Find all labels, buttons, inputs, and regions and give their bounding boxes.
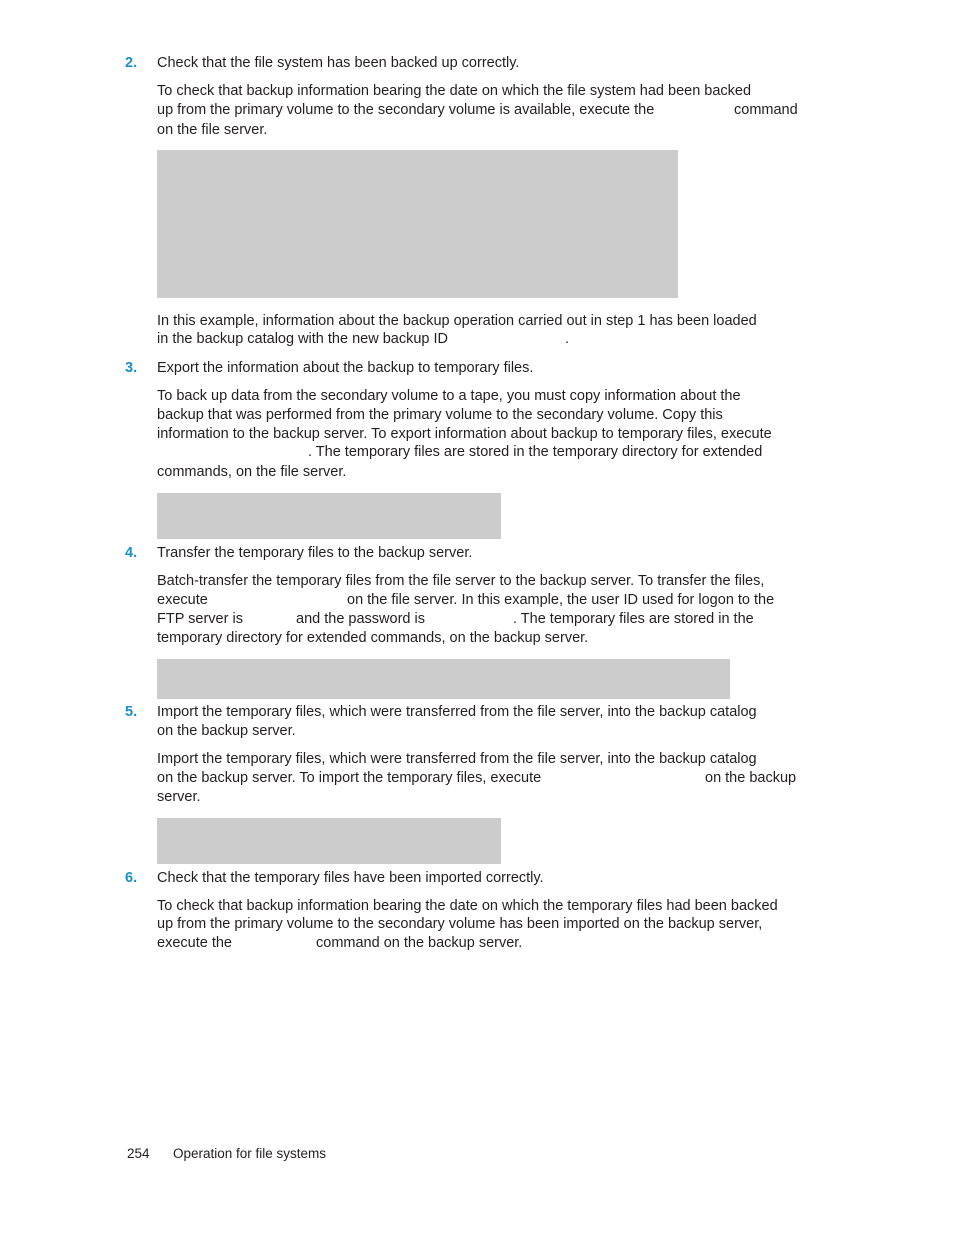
code-block — [157, 150, 678, 298]
text-run: execute — [157, 592, 208, 608]
text-run: on the backup — [705, 770, 797, 786]
paragraph-line: In this example, information about the backup operation carried out in step 1 has been loaded — [157, 313, 757, 329]
paragraph-line: backup that was performed from the primary volume to the secondary volume. Copy this — [157, 407, 723, 423]
paragraph-line: in the backup catalog with the new backup ID — [157, 331, 448, 347]
text-run: command — [734, 102, 798, 118]
step-number: 5. — [125, 704, 138, 720]
text-run: on the file server. In this example, the user ID used for logon to the — [347, 592, 775, 608]
step-title: Export the information about the backup to temporary files. — [157, 360, 534, 376]
code-block — [157, 493, 501, 539]
paragraph-line: To check that backup information bearing the date on which the temporary files had been backed — [157, 898, 778, 914]
text-run: on the backup server. To import the temporary files, execute — [157, 770, 542, 786]
paragraph-line — [157, 101, 654, 120]
text-run: . — [565, 331, 570, 347]
code-block — [157, 659, 730, 699]
text-run: . The temporary files are stored in the — [513, 611, 754, 627]
step-number: 3. — [125, 360, 138, 376]
text-run: FTP server is — [157, 611, 243, 627]
paragraph-line: server. — [157, 789, 201, 805]
step-title: Transfer the temporary files to the backup server. — [157, 545, 473, 561]
footer-section-title: Operation for file systems — [173, 1146, 327, 1161]
step-title: Check that the file system has been backed up correctly. — [157, 55, 520, 71]
text-run: up from the primary volume to the secondary volume is available, execute the — [157, 102, 655, 118]
paragraph-line: up from the primary volume to the secondary volume has been imported on the backup server, — [157, 916, 763, 932]
text-run: command on the backup server. — [316, 935, 523, 951]
paragraph-line: Batch-transfer the temporary files from the file server to the backup server. To transfer the files, — [157, 573, 765, 589]
step-number: 6. — [125, 870, 138, 886]
paragraph-line: on the file server. — [157, 122, 268, 138]
code-block — [157, 818, 501, 864]
step-title: on the backup server. — [157, 723, 296, 739]
step-title: Import the temporary files, which were transferred from the file server, into the backup catalog — [157, 704, 757, 720]
text-run: . The temporary files are stored in the temporary directory for extended — [308, 444, 763, 460]
text-run: execute the — [157, 935, 232, 951]
paragraph-line: To check that backup information bearing the date on which the file system had been backed — [157, 83, 752, 99]
paragraph-line: To back up data from the secondary volume to a tape, you must copy information about the — [157, 388, 741, 404]
paragraph-line: information to the backup server. To export information about backup to temporary files, execute — [157, 426, 772, 442]
paragraph-line: Import the temporary files, which were transferred from the file server, into the backup catalog — [157, 751, 757, 767]
text-run: and the password is — [296, 611, 425, 627]
paragraph-line: temporary directory for extended commands, on the backup server. — [157, 630, 589, 646]
step-number: 2. — [125, 55, 138, 71]
step-number: 4. — [125, 545, 138, 561]
paragraph-line: commands, on the file server. — [157, 464, 347, 480]
page-number: 254 — [127, 1146, 150, 1161]
step-title: Check that the temporary files have been imported correctly. — [157, 870, 544, 886]
